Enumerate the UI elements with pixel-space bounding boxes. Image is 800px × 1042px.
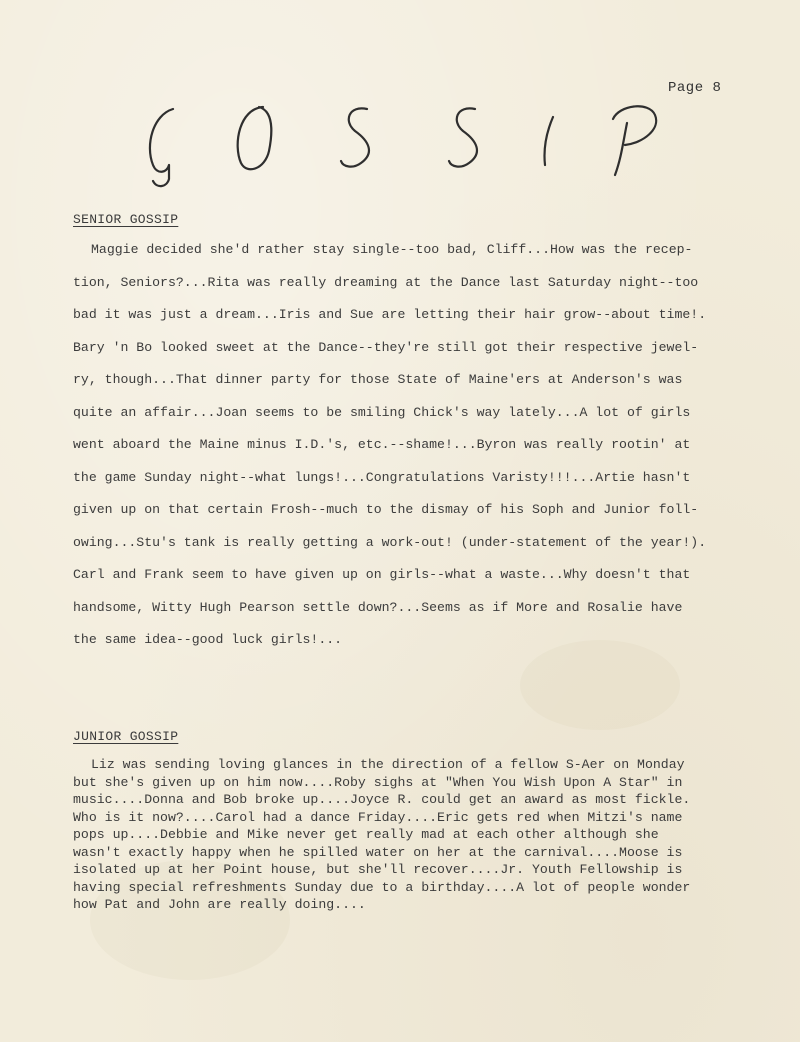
senior-text-line: owing...Stu's tank is really getting a work-out! (under-statement of the year!). [73, 534, 707, 550]
masthead-letter-g [150, 109, 173, 186]
junior-gossip-body [73, 758, 733, 916]
senior-text-line: Carl and Frank seem to have given up on girls--what a waste...Why doesn't that [73, 567, 691, 582]
senior-text-line: the same idea--good luck girls!... [73, 632, 343, 647]
junior-text-line: isolated up at her Point house, but she'll recover....Jr. Youth Fellowship is [73, 862, 683, 877]
masthead-letter-o [238, 107, 272, 169]
junior-text-line: but she's given up on him now....Roby sighs at "When You Wish Upon A Star" in [73, 774, 683, 790]
junior-text-line: wasn't exactly happy when he spilled water on her at the carnival....Moose is [73, 844, 683, 860]
page-number: Page 8 [668, 80, 722, 96]
masthead-letter-s [449, 108, 477, 166]
junior-text-line: Who is it now?....Carol had a dance Friday....Eric gets red when Mitzi's name [73, 809, 683, 825]
senior-gossip-heading: SENIOR GOSSIP [73, 212, 179, 227]
senior-text-line: tion, Seniors?...Rita was really dreaming at the Dance last Saturday night--too [73, 274, 699, 290]
junior-text-line: music....Donna and Bob broke up....Joyce R. could get an award as most fickle. [73, 792, 691, 807]
senior-text-line: the game Sunday night--what lungs!...Congratulations Varisty!!!...Artie hasn't [73, 469, 691, 485]
junior-text-line: pops up....Debbie and Mike never get really mad at each other although she [73, 827, 659, 842]
junior-gossip-heading: JUNIOR GOSSIP [73, 729, 179, 744]
senior-text-line: given up on that certain Frosh--much to the dismay of his Soph and Junior foll- [73, 502, 699, 517]
masthead-letter-s [341, 108, 369, 166]
junior-text-line: having special refreshments Sunday due to a birthday....A lot of people wonder [73, 879, 691, 895]
senior-text-line: ry, though...That dinner party for those State of Maine'ers at Anderson's was [73, 372, 683, 387]
senior-text-line: went aboard the Maine minus I.D.'s, etc.--shame!...Byron was really rootin' at [73, 437, 691, 452]
masthead-letter-p [613, 106, 656, 175]
senior-text-line: handsome, Witty Hugh Pearson settle down?...Seems as if More and Rosalie have [73, 599, 683, 615]
junior-text-line: Liz was sending loving glances in the direction of a fellow S-Aer on Monday [91, 757, 685, 772]
senior-text-line: bad it was just a dream...Iris and Sue are letting their hair grow--about time!. [73, 307, 707, 322]
masthead-letter-i [544, 117, 553, 165]
junior-text-line: how Pat and John are really doing.... [73, 897, 366, 912]
senior-text-line: Maggie decided she'd rather stay single--too bad, Cliff...How was the recep- [91, 242, 693, 257]
senior-gossip-body [73, 243, 733, 666]
gossip-masthead [135, 95, 695, 195]
senior-text-line: quite an affair...Joan seems to be smiling Chick's way lately...A lot of girls [73, 404, 691, 420]
senior-text-line: Bary 'n Bo looked sweet at the Dance--they're still got their respective jewel- [73, 339, 699, 355]
